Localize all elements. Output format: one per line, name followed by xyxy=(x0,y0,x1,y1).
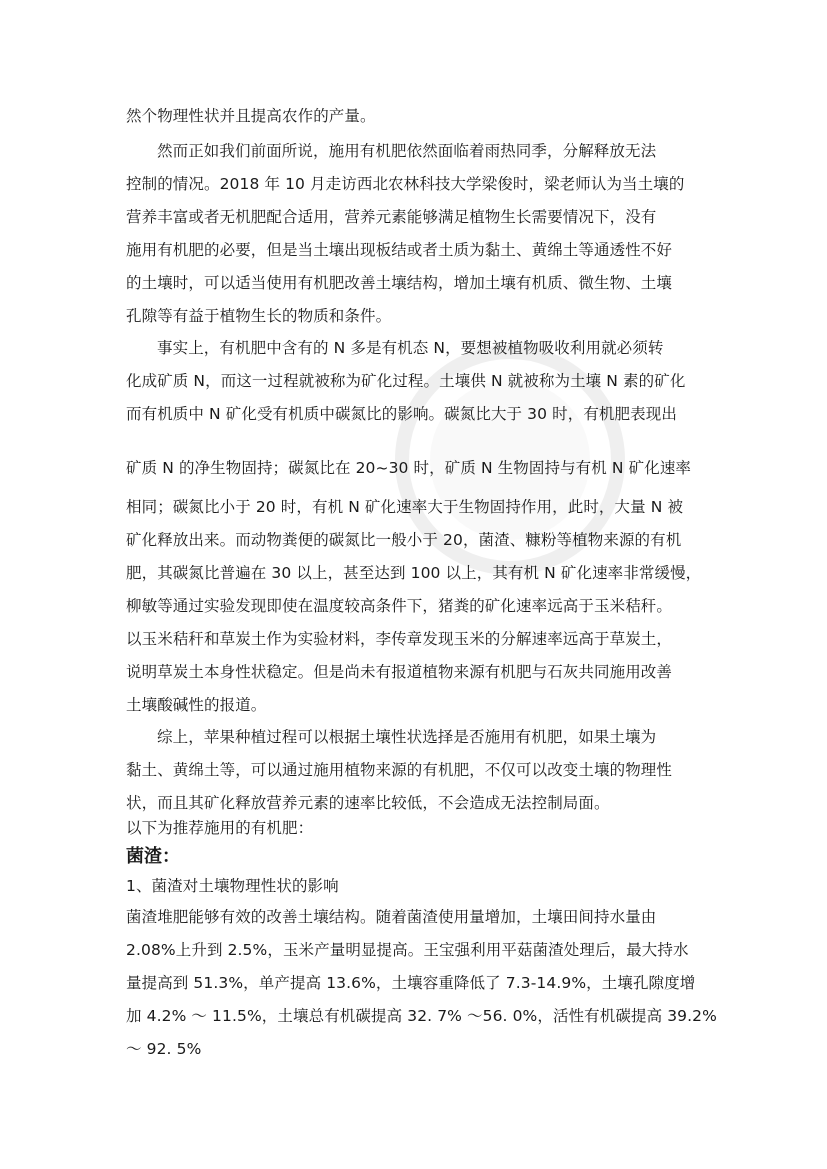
paragraph-line: 然而正如我们前面所说，施用有机肥依然面临着雨热同季，分解释放无法 xyxy=(157,142,657,160)
paragraph-line: 菌渣堆肥能够有效的改善土壤结构。随着菌渣使用量增加，土壤田间持水量由 xyxy=(126,908,657,926)
paragraph-line: 孔隙等有益于植物生长的物质和条件。 xyxy=(126,307,392,325)
paragraph-line: 综上，苹果种植过程可以根据土壤性状选择是否施用有机肥，如果土壤为 xyxy=(157,728,657,746)
paragraph-line: 土壤酸碱性的报道。 xyxy=(126,696,267,714)
paragraph-line: 营养丰富或者无机肥配合适用，营养元素能够满足植物生长需要情况下，没有 xyxy=(126,208,657,226)
paragraph-line: 黏土、黄绵土等，可以通过施用植物来源的有机肥，不仅可以改变土壤的物理性 xyxy=(126,761,673,779)
paragraph-line: 矿质 N 的净生物固持；碳氮比在 20~30 时，矿质 N 生物固持与有机 N 矿化速率 xyxy=(126,459,692,477)
paragraph-line: 柳敏等通过实验发现即使在温度较高条件下，猪粪的矿化速率远高于玉米秸秆。 xyxy=(126,597,673,615)
paragraph-line: 说明草炭土本身性状稳定。但是尚未有报道植物来源有机肥与石灰共同施用改善 xyxy=(126,663,673,681)
paragraph-line: 事实上，有机肥中含有的 N 多是有机态 N，要想被植物吸收利用就必须转 xyxy=(157,339,664,357)
paragraph-line: 的土壤时，可以适当使用有机肥改善土壤结构，增加土壤有机质、微生物、土壤 xyxy=(126,274,673,292)
subsection-heading: 1、菌渣对土壤物理性状的影响 xyxy=(126,877,339,895)
paragraph-line: ～ 92. 5% xyxy=(126,1040,202,1058)
paragraph-line: 状，而且其矿化释放营养元素的速率比较低，不会造成无法控制局面。 xyxy=(126,794,610,812)
paragraph-line: 肥，其碳氮比普遍在 30 以上，甚至达到 100 以上，其有机 N 矿化速率非常缓慢， xyxy=(126,564,702,582)
paragraph-line: 施用有机肥的必要，但是当土壤出现板结或者土质为黏土、黄绵土等通透性不好 xyxy=(126,241,673,259)
paragraph-line: 相同；碳氮比小于 20 时，有机 N 矿化速率大于生物固持作用，此时，大量 N 被 xyxy=(126,498,684,516)
paragraph-line: 2.08%上升到 2.5%，玉米产量明显提高。王宝强利用平菇菌渣处理后，最大持水 xyxy=(126,941,689,959)
paragraph-line: 化成矿质 N，而这一过程就被称为矿化过程。土壤供 N 就被称为土壤 N 素的矿化 xyxy=(126,372,686,390)
paragraph-line: 量提高到 51.3%，单产提高 13.6%，土壤容重降低了 7.3-14.9%，土壤孔隙度增 xyxy=(126,974,696,992)
paragraph-line: 以玉米秸秆和草炭土作为实验材料，李传章发现玉米的分解速率远高于草炭土， xyxy=(126,630,673,648)
section-heading: 菌渣： xyxy=(126,846,180,867)
paragraph-line: 以下为推荐施用的有机肥： xyxy=(126,819,314,837)
paragraph-line: 然个物理性状并且提高农作的产量。 xyxy=(126,107,376,125)
paragraph-line: 矿化释放出来。而动物粪便的碳氮比一般小于 20，菌渣、糠粉等植物来源的有机 xyxy=(126,531,682,549)
paragraph-line: 而有机质中 N 矿化受有机质中碳氮比的影响。碳氮比大于 30 时，有机肥表现出 xyxy=(126,405,677,423)
paragraph-line: 加 4.2% ～ 11.5%，土壤总有机碳提高 32. 7% ～56. 0%，活性有机碳提高 39.2% xyxy=(126,1007,717,1025)
paragraph-line: 控制的情况。2018 年 10 月走访西北农林科技大学梁俊时，梁老师认为当土壤的 xyxy=(126,175,685,193)
